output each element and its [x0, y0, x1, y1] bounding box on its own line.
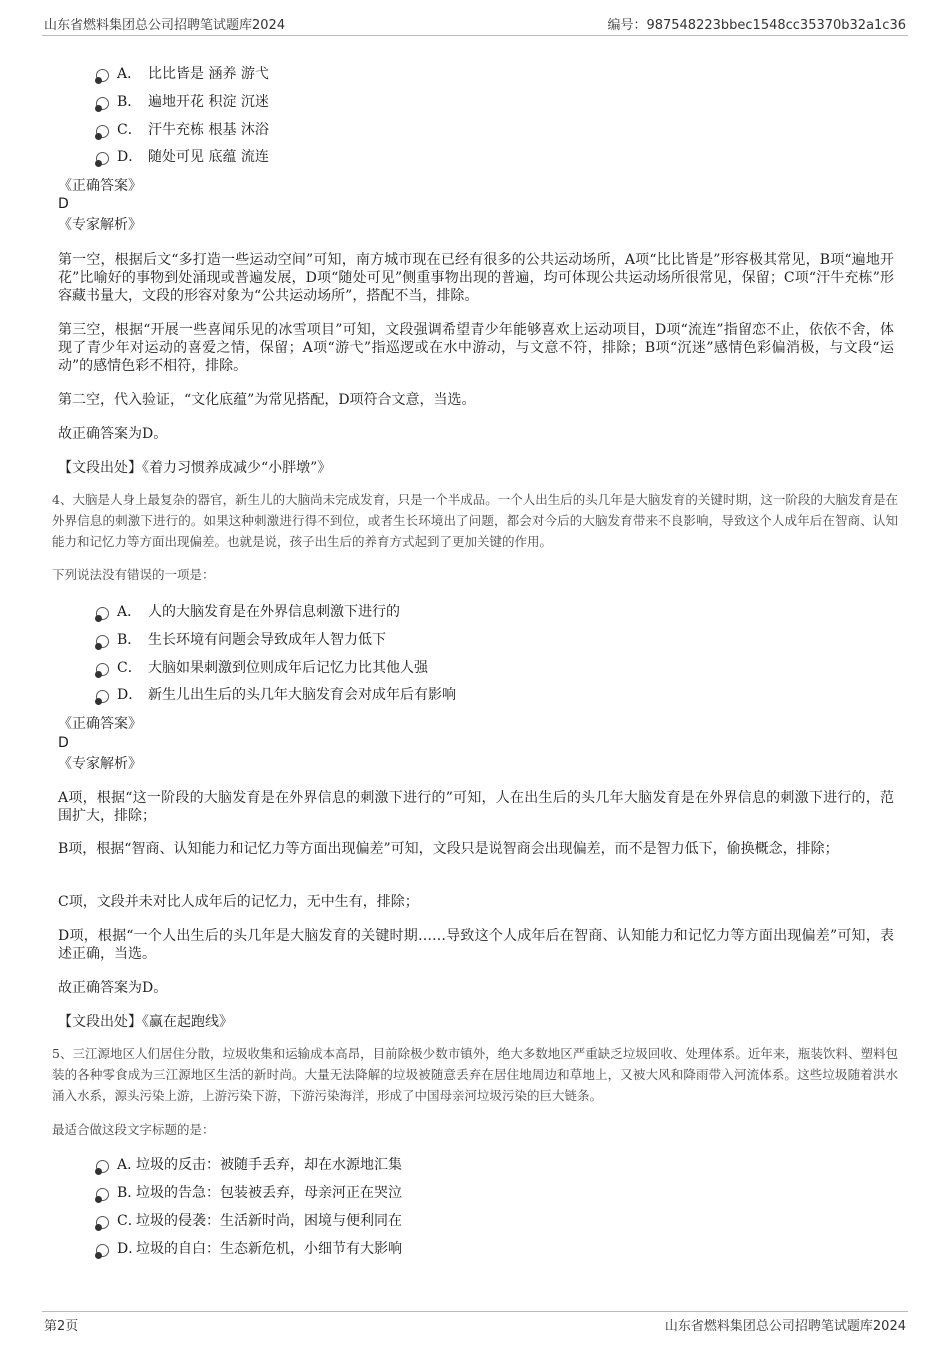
q5-prompt: 最适合做这段文字标题的是：: [52, 1122, 215, 1137]
q4-analysis-p2: B项，根据“智商、认知能力和记忆力等方面出现偏差”可知，文段只是说智商会出现偏差，而不是智力低下，偷换概念，排除；: [58, 841, 839, 857]
q4-analysis-p1: A项，根据“这一阶段的大脑发育是在外界信息的刺激下进行的”可知，人在出生后的头几年大脑发育是在外界信息的刺激下进行的，范围扩大，排除；: [58, 790, 894, 824]
q3-analysis-p2: 第三空，根据“开展一些喜闻乐见的冰雪项目”可知，文段强调希望青少年能够喜欢上运动项目，D项“流连”指留恋不止，依依不舍，体现了青少年对运动的喜爱之情，保留；A项“游弋”指巡逻或在水中游动，与文意不符，排除；B项“沉迷”感情色彩偏消极，与文段“运动”的感情色彩不相符，排除。: [58, 322, 894, 374]
q4-analysis-p3: C项，文段并未对比人成年后的记忆力，无中生有，排除；: [58, 894, 419, 910]
q4-prompt: 下列说法没有错误的一项是：: [52, 567, 215, 582]
radio-icon[interactable]: [96, 607, 109, 620]
radio-icon[interactable]: [96, 1244, 109, 1257]
q3-analysis-label: 《专家解析》: [58, 217, 142, 233]
q4-stem: 4、大脑是人身上最复杂的器官，新生儿的大脑尚未完成发育，只是一个半成品。一个人出生后的头几年是大脑发育的关键时期，这一阶段的大脑发育是在外界信息的刺激下进行的。如果这种刺激进行得不到位，或者生长环境出了问题，都会对今后的大脑发育带来不良影响，导致这个人成年后在智商、认知能力和记忆力等方面出现偏差。也就是说，孩子出生后的养育方式起到了更加关键的作用。: [52, 492, 898, 549]
q4-source: 【文段出处】《赢在起跑线》: [58, 1014, 233, 1030]
page-header: [42, 10, 908, 36]
q4-analysis-label: 《专家解析》: [58, 756, 142, 772]
radio-icon[interactable]: [96, 690, 109, 703]
q3-analysis-p1: 第一空，根据后文“多打造一些运动空间”可知，南方城市现在已经有很多的公共运动场所，A项“比比皆是”形容极其常见，B项“遍地开花”比喻好的事物到处涌现或普遍发展，D项“随处可见”侧重事物出现的普遍，均可体现公共运动场所很常见，保留；C项“汗牛充栋”形容藏书量大，文段的形容对象为“公共运动场所”，搭配不当，排除。: [58, 252, 894, 304]
q4-answer-label: 《正确答案》: [58, 716, 142, 732]
page-footer: [42, 1311, 908, 1337]
q3-answer-label: 《正确答案》: [58, 178, 142, 194]
radio-icon[interactable]: [96, 1188, 109, 1201]
header-title: 山东省燃料集团总公司招聘笔试题库2024: [44, 18, 286, 33]
radio-icon[interactable]: [96, 635, 109, 648]
q4-answer: D: [58, 735, 69, 751]
q4-analysis-p4: D项，根据“一个人出生后的头几年是大脑发育的关键时期……导致这个人成年后在智商、认知能力和记忆力等方面出现偏差”可知，表述正确，当选。: [58, 928, 894, 962]
q3-source: 【文段出处】《着力习惯养成减少“小胖墩”》: [58, 460, 332, 476]
header-doc-id: 编号：987548223bbec1548cc35370b32a1c36: [607, 18, 906, 33]
radio-icon[interactable]: [96, 663, 109, 676]
q3-answer: D: [58, 196, 69, 212]
radio-icon[interactable]: [96, 69, 109, 82]
page-number: 第2页: [44, 1319, 79, 1334]
q3-analysis-p4: 故正确答案为D。: [58, 426, 168, 442]
radio-icon[interactable]: [96, 152, 109, 165]
radio-icon[interactable]: [96, 1216, 109, 1229]
radio-icon[interactable]: [96, 1160, 109, 1173]
q4-analysis-p5: 故正确答案为D。: [58, 980, 168, 996]
q3-analysis-p3: 第二空，代入验证，“文化底蕴”为常见搭配，D项符合文意，当选。: [58, 392, 476, 408]
radio-icon[interactable]: [96, 125, 109, 138]
footer-title: 山东省燃料集团总公司招聘笔试题库2024: [664, 1319, 906, 1334]
radio-icon[interactable]: [96, 97, 109, 110]
q5-stem: 5、三江源地区人们居住分散，垃圾收集和运输成本高昂，目前除极少数市镇外，绝大多数地区严重缺乏垃圾回收、处理体系。近年来，瓶装饮料、塑料包装的各种零食成为三江源地区生活的新时尚。大量无法降解的垃圾被随意丢弃在居住地周边和草地上，又被大风和降雨带入河流体系。这些垃圾随着洪水涌入水系，源头污染上游，上游污染下游，下游污染海洋，形成了中国母亲河垃圾污染的巨大链条。: [52, 1046, 898, 1103]
